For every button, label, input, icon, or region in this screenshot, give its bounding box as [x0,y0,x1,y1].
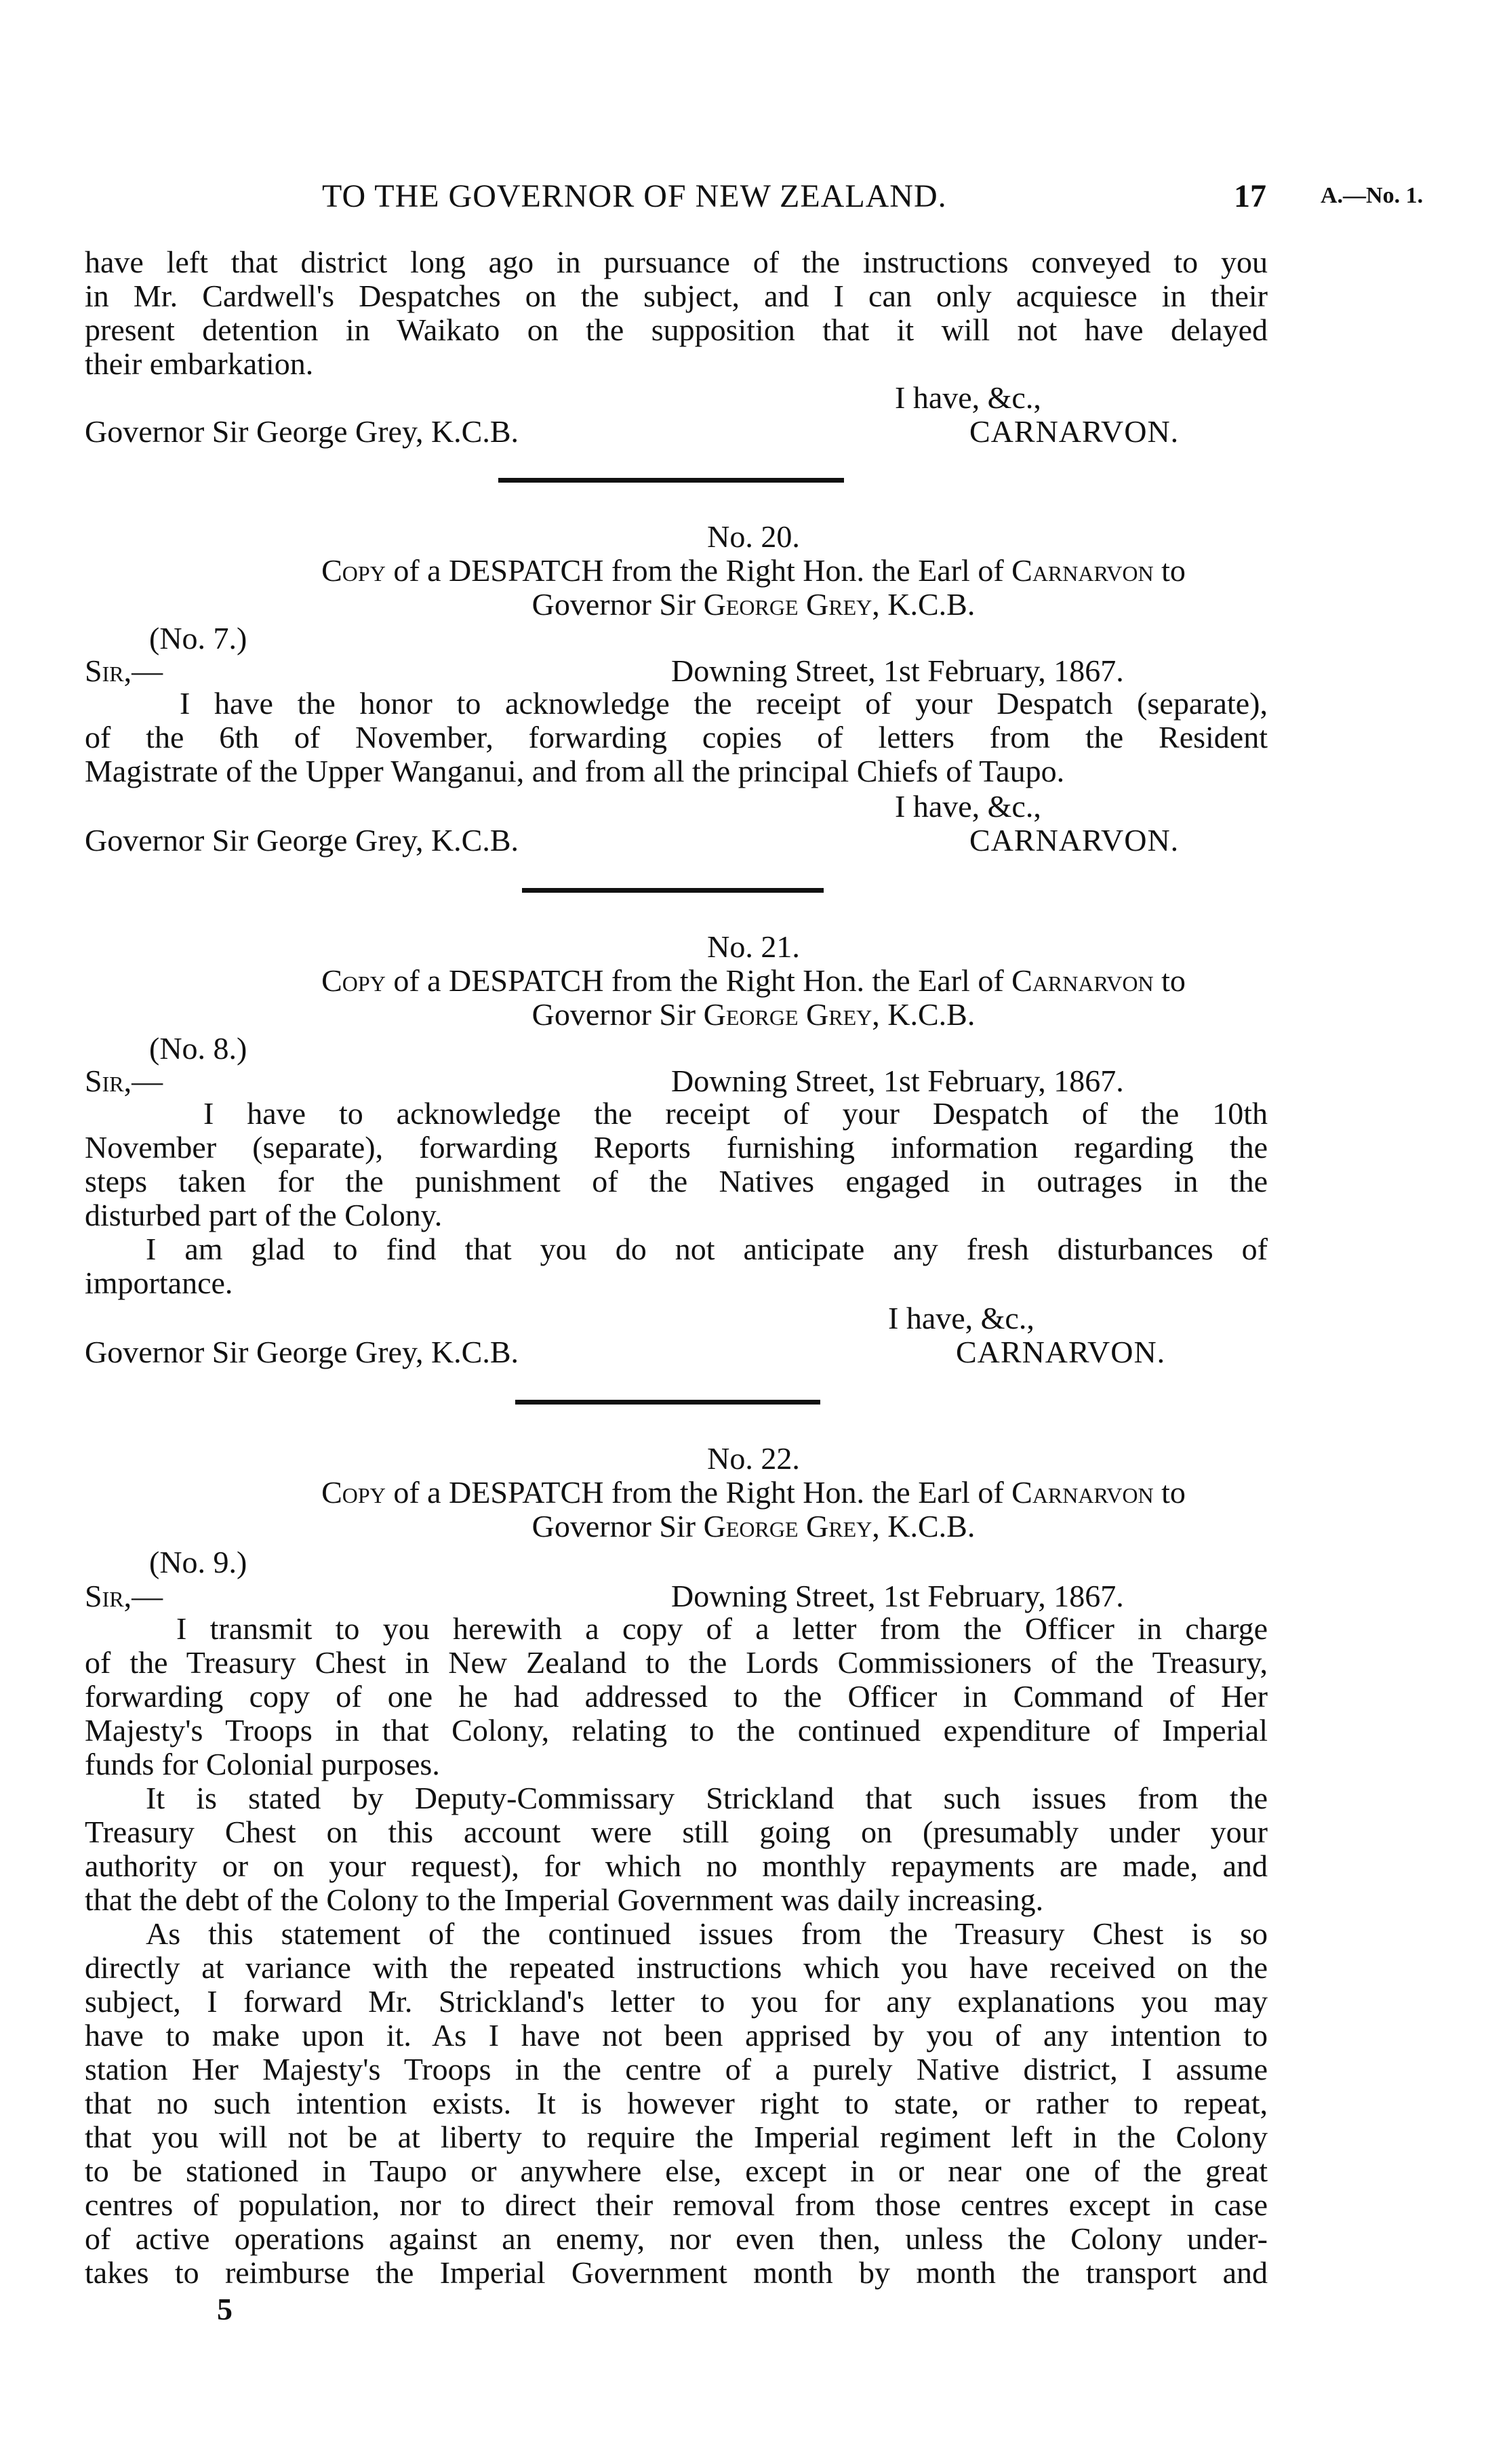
copy-label: Copy [321,553,386,588]
despatch-ref: (No. 9.) [149,1545,247,1579]
body-line: I have the honor to acknowledge the receipt of your Despatch (separate), [180,686,1268,721]
governor-name: George Grey [703,997,872,1032]
despatch-ref: (No. 8.) [149,1031,247,1066]
signature: CARNARVON. [956,1335,1166,1369]
despatch-recipient [0,996,1507,1032]
signature: CARNARVON. [969,414,1180,449]
title-text: of a DESPATCH from the Right Hon. the Earl of [385,963,1012,998]
addressee: Governor Sir George Grey, K.C.B. [85,1335,519,1369]
governor-name: George Grey [703,1509,872,1543]
governor-name: George Grey [703,587,872,622]
body-line: directly at variance with the repeated instructions which you have received on the [85,1950,1268,1985]
body-line: steps taken for the punishment of the Natives engaged in outrages in the [85,1164,1268,1198]
addressee: Governor Sir George Grey, K.C.B. [85,823,519,857]
running-title: TO THE GOVERNOR OF NEW ZEALAND. [322,178,947,214]
recipient-prefix: Governor Sir [531,997,704,1032]
copy-label: Copy [321,963,386,998]
despatch-title [0,963,1507,998]
body-line: It is stated by Deputy-Commissary Strickland that such issues from the [146,1781,1268,1815]
title-text: to [1153,963,1186,998]
body-line: to be stationed in Taupo or anywhere else, except in or near one of the great [85,2154,1268,2188]
salutation: Sir,— [85,1579,163,1613]
title-text: of a DESPATCH from the Right Hon. the Earl of [385,1475,1012,1510]
body-line: have to make upon it. As I have not been apprised by you of any intention to [85,2018,1268,2053]
section-divider [498,478,844,483]
body-line: Magistrate of the Upper Wanganui, and from all the principal Chiefs of Taupo. [85,754,1065,788]
salutation: Sir,— [85,1064,163,1098]
earl-name: Carnarvon [1011,1475,1154,1510]
copy-label: Copy [321,1475,386,1510]
body-line: subject, I forward Mr. Strickland's letter to you for any explanations you may [85,1984,1268,2019]
earl-name: Carnarvon [1011,963,1154,998]
continuation-line: their embarkation. [85,346,314,381]
body-line: centres of population, nor to direct their removal from those centres except in case [85,2187,1268,2222]
page-number: 17 [1234,178,1266,214]
body-line: I transmit to you herewith a copy of a letter from the Officer in charge [176,1611,1268,1646]
title-text: to [1153,553,1186,588]
body-line: November (separate), forwarding Reports furnishing information regarding the [85,1130,1268,1165]
earl-name: Carnarvon [1011,553,1154,588]
body-line: I am glad to find that you do not anticipate any fresh disturbances of [146,1232,1268,1266]
body-line: Treasury Chest on this account were still going on (presumably under your [85,1815,1268,1849]
closing-formula: I have, &c., [895,380,1041,415]
body-line: station Her Majesty's Troops in the centre of a purely Native district, I assume [85,2052,1268,2086]
salutation: Sir,— [85,653,163,688]
body-line: of active operations against an enemy, nor even then, unless the Colony under- [85,2221,1268,2256]
body-line: I have to acknowledge the receipt of your Despatch of the 10th [203,1096,1268,1131]
despatch-recipient [0,1508,1507,1544]
despatch-recipient [0,586,1507,622]
recipient-suffix: , K.C.B. [872,997,976,1032]
section-label: A.—No. 1. [1321,183,1424,208]
place-date: Downing Street, 1st February, 1867. [671,1579,1124,1613]
body-line: that no such intention exists. It is however right to state, or rather to repeat, [85,2086,1268,2120]
body-line: As this statement of the continued issues from the Treasury Chest is so [146,1916,1268,1951]
closing-formula: I have, &c., [895,789,1041,824]
continuation-line: have left that district long ago in pursuance of the instructions conveyed to you [85,245,1268,279]
despatch-title [0,1474,1507,1510]
recipient-suffix: , K.C.B. [872,587,976,622]
body-line: of the 6th of November, forwarding copies of letters from the Resident [85,720,1268,754]
place-date: Downing Street, 1st February, 1867. [671,1064,1124,1098]
continuation-line: present detention in Waikato on the supposition that it will not have delayed [85,312,1268,347]
section-divider [522,888,824,893]
body-line: Majesty's Troops in that Colony, relating to the continued expenditure of Imperial [85,1713,1268,1748]
despatch-number: No. 20. [707,519,800,554]
body-line: that you will not be at liberty to require the Imperial regiment left in the Colony [85,2120,1268,2154]
body-line: authority or on your request), for which no monthly repayments are made, and [85,1849,1268,1883]
recipient-prefix: Governor Sir [531,587,704,622]
section-divider [515,1400,820,1405]
despatch-number: No. 21. [707,929,800,964]
despatch-ref: (No. 7.) [149,621,247,655]
addressee: Governor Sir George Grey, K.C.B. [85,414,519,449]
title-text: of a DESPATCH from the Right Hon. the Earl of [385,553,1012,588]
signature-mark: 5 [217,2292,233,2326]
title-text: to [1153,1475,1186,1510]
despatch-title [0,552,1507,588]
body-line: forwarding copy of one he had addressed to the Officer in Command of Her [85,1679,1268,1714]
despatch-number: No. 22. [707,1441,800,1476]
body-line: of the Treasury Chest in New Zealand to the Lords Commissioners of the Treasury, [85,1645,1268,1680]
continuation-line: in Mr. Cardwell's Despatches on the subject, and I can only acquiesce in their [85,279,1268,313]
place-date: Downing Street, 1st February, 1867. [671,653,1124,688]
recipient-suffix: , K.C.B. [872,1509,976,1543]
body-line: that the debt of the Colony to the Imperial Government was daily increasing. [85,1882,1044,1917]
body-line: importance. [85,1266,233,1300]
body-line: funds for Colonial purposes. [85,1747,440,1781]
recipient-prefix: Governor Sir [531,1509,704,1543]
body-line: takes to reimburse the Imperial Government month by month the transport and [85,2255,1268,2290]
body-line: disturbed part of the Colony. [85,1198,443,1232]
closing-formula: I have, &c., [888,1301,1034,1335]
signature: CARNARVON. [969,823,1180,857]
